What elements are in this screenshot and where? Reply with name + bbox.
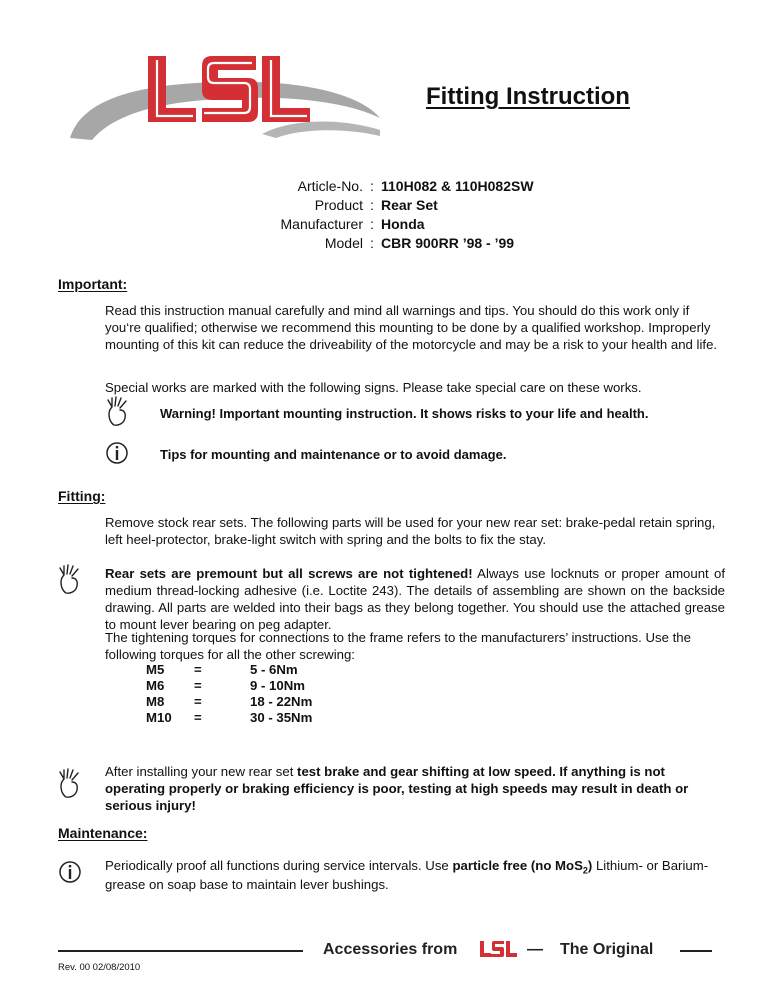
spec-value: 110H082 & 110H082SW — [381, 178, 534, 194]
torque-size: M8 — [146, 694, 165, 709]
signs-intro-paragraph: Special works are marked with the following signs. Please take special care on these works. — [105, 380, 642, 395]
fitting-paragraph-3: The tightening torques for connections to the frame refers to the manufacturers’ instructions. Use the following torques for all the other screwing: — [105, 630, 691, 662]
maintenance-text-bold — [452, 858, 593, 876]
maintenance-text-a: Periodically proof all functions during service intervals. Use — [105, 858, 453, 873]
footer-dash: — — [527, 941, 543, 958]
important-paragraph: Read this instruction manual carefully and mind all warnings and tips. You should do this work only if you‘re qualified; otherwise we recommend this mounting to be done by a qualified workshop. Improperly mounting of this kit can reduce the driveability of the motorcycle and may be a risk to your health and life. — [105, 303, 718, 352]
torque-table — [146, 662, 312, 726]
footer-rule-left — [58, 950, 303, 952]
spec-colon: : — [370, 197, 374, 213]
torque-equals: = — [194, 710, 202, 725]
torque-equals: = — [194, 662, 202, 677]
torque-value: 9 - 10Nm — [250, 678, 305, 693]
footer-rule-right — [680, 950, 712, 952]
spec-label: Manufacturer — [280, 216, 363, 232]
maintenance-bold-part: particle free (no MoS — [452, 858, 583, 873]
fitting-paragraph-2-rest: Always use locknuts or proper amount of medium thread-locking adhesive (i.e. Loctite 243). The details of assembling are shown on the backside drawing. All parts are welded into their bags as they belong together. You should use the attached grease to mount lever bearing on peg adapter. — [105, 566, 725, 632]
spec-value: Honda — [381, 216, 425, 232]
maintenance-bold-close: ) — [587, 858, 593, 873]
maintenance-subscript: 2 — [582, 865, 588, 876]
info-icon — [105, 441, 129, 465]
torque-value: 18 - 22Nm — [250, 694, 313, 709]
fitting-paragraph-4-normal: After installing your new rear set — [105, 764, 298, 779]
spec-label: Article-No. — [297, 178, 363, 194]
torque-size: M6 — [146, 678, 165, 693]
spec-row-product — [200, 197, 620, 216]
warning-sign-text: Warning! Important mounting instruction. It shows risks to your life and health. — [160, 406, 649, 421]
torque-row — [146, 694, 312, 710]
warning-hand-icon — [56, 768, 86, 800]
warning-hand-icon — [56, 564, 86, 596]
lsl-logo — [62, 38, 382, 148]
fitting-heading: Fitting: — [58, 488, 106, 504]
torque-size: M5 — [146, 662, 165, 677]
spec-colon: : — [370, 235, 374, 251]
torque-value: 5 - 6Nm — [250, 662, 298, 677]
info-icon — [58, 860, 82, 884]
torque-size: M10 — [146, 710, 172, 725]
revision-text: Rev. 00 02/08/2010 — [58, 962, 141, 973]
footer-lsl-logo — [479, 940, 519, 958]
fitting-paragraph-4 — [105, 764, 725, 815]
maintenance-paragraph — [105, 858, 725, 894]
torque-row — [146, 662, 312, 678]
torque-row — [146, 678, 312, 694]
torque-equals: = — [194, 694, 202, 709]
spec-colon: : — [370, 178, 374, 194]
torque-value: 30 - 35Nm — [250, 710, 313, 725]
spec-label: Model — [324, 235, 363, 251]
spec-value: Rear Set — [381, 197, 438, 213]
warning-hand-icon — [104, 396, 134, 428]
footer-accessories: Accessories from — [323, 941, 458, 958]
footer-original: The Original — [560, 941, 654, 958]
spec-label: Product — [314, 197, 363, 213]
maintenance-text-b: Lithium- or Barium-grease on soap base to maintain lever bushings. — [105, 858, 709, 893]
spec-row-model — [200, 235, 620, 254]
maintenance-heading: Maintenance: — [58, 825, 148, 841]
spec-row-manufacturer — [200, 216, 620, 235]
fitting-paragraph-1: Remove stock rear sets. The following parts will be used for your new rear set: brake-pedal retain spring, left heel-protector, brake-light switch with spring and the bolts to fix the stay. — [105, 515, 716, 547]
fitting-paragraph-2-bold: Rear sets are premount but all screws are not tightened! — [105, 566, 473, 581]
important-heading: Important: — [58, 276, 128, 292]
tip-sign-text: Tips for mounting and maintenance or to avoid damage. — [160, 447, 507, 462]
torque-row — [146, 710, 312, 726]
fitting-paragraph-4-bold: test brake and gear shifting at low speed. If anything is not operating properly or braking efficiency is poor, testing at high speeds may result in death or serious injury! — [105, 764, 689, 813]
torque-equals: = — [194, 678, 202, 693]
spec-colon: : — [370, 216, 374, 232]
spec-value: CBR 900RR ’98 - ’99 — [381, 235, 515, 251]
fitting-paragraph-2 — [105, 566, 725, 634]
spec-table — [200, 178, 620, 254]
page-title: Fitting Instruction — [426, 83, 630, 110]
spec-row-article — [200, 178, 620, 197]
